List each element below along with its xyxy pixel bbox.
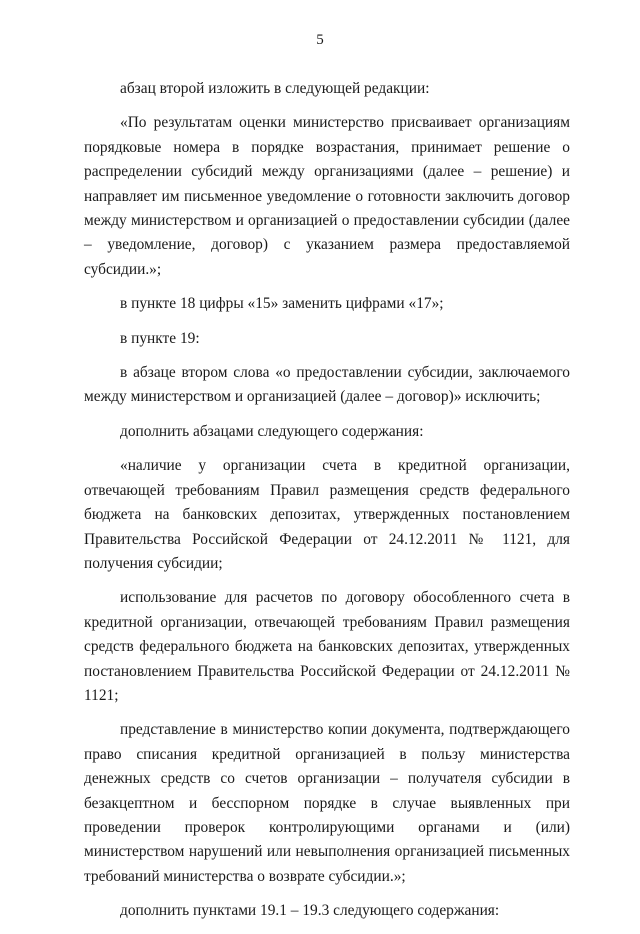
paragraph-9: представление в министерство копии документа, подтверждающего право списания кредитной организацией в пользу министерства денежных средств со счетов организации – получателя субсидии в безакцептном и бесспорном порядке в случае выявленных при проведении проверок контролирующими органами и (или) министерством нарушений или невыполнения организацией письменных требований министерства о возврате субсидии.»; (84, 721, 570, 885)
paragraph-2: «По результатам оценки министерство присваивает организациям порядковые номера в порядке возрастания, принимает решение о распределении субсидий между организациями (далее – решение) и направляет им письменное уведомление о готовности заключить договор между министерством и организацией о предоставлении субсидии (далее – уведомление, договор) с указанием размера предоставляемой субсидии.»; (84, 114, 570, 278)
document-body (84, 77, 570, 934)
paragraph-5: в абзаце втором слова «о предоставлении субсидии, заключаемого между министерством и организацией (далее – договор)» исключить; (84, 364, 570, 406)
paragraph-7: «наличие у организации счета в кредитной организации, отвечающей требованиям Правил размещения средств федерального бюджета на банковских депозитах, утвержденных постановлением Правительства Российской Федерации от 24.12.2011 № 1121, для получения субсидии; (84, 457, 570, 572)
paragraph-6: дополнить абзацами следующего содержания: (120, 422, 424, 440)
paragraph-3: в пункте 18 цифры «15» заменить цифрами «17»; (120, 295, 444, 313)
paragraph-8: использование для расчетов по договору обособленного счета в кредитной организации, отвечающей требованиям Правил размещения средств федерального бюджета на банковских депозитах, утвержденных постановлением Правительства Российской Федерации от 24.12.2011 № 1121; (84, 589, 570, 704)
page-number: 5 (316, 32, 324, 48)
paragraph-1: абзац второй изложить в следующей редакции: (120, 80, 430, 97)
paragraph-4: в пункте 19: (120, 329, 200, 347)
paragraph-10: дополнить пунктами 19.1 – 19.3 следующего содержания: (120, 902, 500, 920)
